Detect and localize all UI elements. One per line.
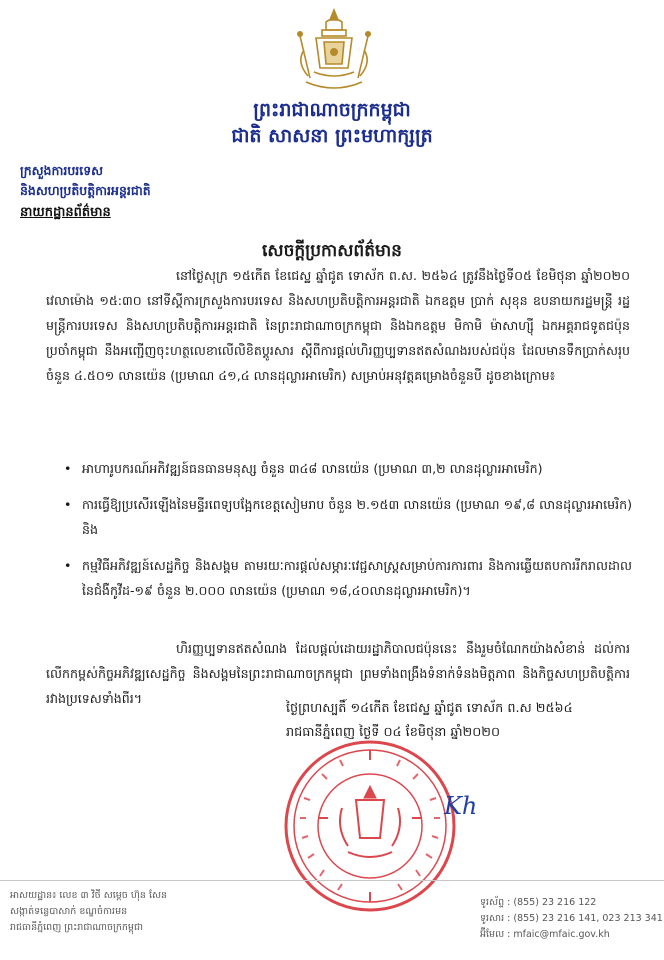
project-list (60, 456, 632, 614)
list-item (60, 553, 632, 603)
footer-email (480, 927, 610, 943)
list-item (60, 456, 632, 481)
footer-address-line1: អាសយដ្ឋាន៖ លេខ ៣ វិថី សម្តេច ហ៊ុន សែន (10, 890, 168, 901)
date-lunar: ថ្ងៃព្រហស្បតិ៍ ១៤កើត ខែជេស្ឋ ឆ្នាំជូត ទោស័ក ព.ស ២៥៦៤ (286, 701, 573, 716)
footer-address-line3: រាជធានីភ្នំពេញ ព្រះរាជាណាចក្រកម្ពុជា (10, 922, 143, 933)
list-item-text: កម្មវិធីអភិវឌ្ឍន៍សេដ្ឋកិច្ច និងសង្គម តាមរយៈការផ្តល់សម្ភារៈវេជ្ជសាស្ត្រសម្រាប់ការការពារ និងការឆ្លើយតបការរីករាលដាលនៃជំងឺកូវីដ-១៩ ចំនួន ២.០០០ លានយ៉េន (ប្រមាណ ១៨,៤០លានដុល្លារអាមេរិក)។ (82, 558, 632, 598)
department-name: នាយកដ្ឋានព័ត៌មាន (20, 205, 111, 220)
email-address: mfaic@mfaic.gov.kh (513, 929, 610, 940)
footer-phone (480, 895, 596, 911)
kingdom-name: ព្រះរាជាណាចក្រកម្ពុជា (253, 99, 411, 121)
bullet-marker: • (64, 497, 72, 512)
national-motto: ជាតិ សាសនា ព្រះមហាក្សត្រ (231, 125, 433, 147)
paragraph-intro: នៅថ្ងៃសុក្រ ១៥កើត ខែជេស្ឋ ឆ្នាំជូត ទោស័ក ព.ស. ២៥៦៤ ត្រូវនឹងថ្ងៃទី០៥ ខែមិថុនា ឆ្នាំ២០២០ វេលាម៉ោង ១៥:៣០ នៅទីស្តីការក្រសួងការបរទេស និងសហប្រតិបត្តិការអន្តរជាតិ ឯកឧត្តម ប្រាក់ សុខុន ឧបនាយករដ្ឋមន្ត្រី រដ្ឋមន្ត្រីការបរទេស និងសហប្រតិបត្តិការអន្តរជាតិ នៃព្រះរាជាណាចក្រកម្ពុជា និងឯកឧត្តម មិកាមិ ម៉ាសាហ្ស៊ី ឯកអគ្គរាជទូតជប៉ុន ប្រចាំកម្ពុជា នឹងអញ្ជើញចុះហត្ថលេខាលើលិខិតប្តូរសារ ស្តីពីការផ្តល់ហិរញ្ញប្បទានឥតសំណងរបស់ជប៉ុន ដែលមានទឹកប្រាក់សរុបចំនួន ៤.៥០១ លានយ៉េន (ប្រមាណ ៤១,៤ លានដុល្លារអាមេរិក) សម្រាប់អនុវត្តគម្រោងចំនួនបី ដូចខាងក្រោម៖ (46, 268, 630, 383)
list-item (60, 492, 632, 542)
email-label: អ៊ីមែល : (480, 929, 511, 940)
phone-label: ទូរស័ព្ទ : (480, 897, 511, 908)
date-solar: រាជធានីភ្នំពេញ ថ្ងៃទី ០៤ ខែមិថុនា ឆ្នាំ២០២០ (286, 725, 501, 740)
bullet-marker: • (64, 558, 72, 573)
list-item-text: ការធ្វើឱ្យប្រសើរឡើងនៃមន្ទីរពេទ្យបង្អែកខេត្តសៀមរាប ចំនួន ២.១៥៣ លានយ៉េន (ប្រមាណ ១៩,៨ លានដុល្លារអាមេរិក) និង (82, 497, 632, 537)
royal-crest-icon (286, 6, 382, 96)
signature: Kh (444, 792, 478, 820)
fax-label: ទូរសារ : (480, 913, 511, 924)
footer-address-line2: សង្កាត់ទន្លេបាសាក់ ខណ្ឌចំការមន (10, 906, 128, 917)
phone-number: (855) 23 216 122 (513, 897, 597, 908)
document-title: សេចក្តីប្រកាសព័ត៌មាន (262, 241, 402, 261)
footer-divider (0, 880, 664, 881)
footer-fax (480, 911, 663, 927)
ministry-seal-icon (282, 738, 458, 914)
ministry-name-line2: និងសហប្រតិបត្តិការអន្តរជាតិ (20, 183, 151, 198)
ministry-name-line1: ក្រសួងការបរទេស (20, 163, 104, 178)
bullet-marker: • (64, 461, 72, 476)
list-item-text: អាហារូបករណ៍អភិវឌ្ឍន៍ធនធានមនុស្ស ចំនួន ៣៤៨ លានយ៉េន (ប្រមាណ ៣,២ លានដុល្លារអាមេរិក) (82, 461, 543, 476)
paragraph-closing: ហិរញ្ញប្បទានឥតសំណង ដែលផ្តល់ដោយរដ្ឋាភិបាលជប៉ុននេះ នឹងរួមចំណែកយ៉ាងសំខាន់ ដល់ការលើកកម្ពស់កិច្ចអភិវឌ្ឍសេដ្ឋកិច្ច និងសង្គមនៃព្រះរាជាណាចក្រកម្ពុជា ព្រមទាំងពង្រឹងទំនាក់ទំនងមិត្តភាព និងកិច្ចសហប្រតិបត្តិការ រវាងប្រទេសទាំងពីរ។ (46, 641, 630, 706)
fax-number: (855) 23 216 141, 023 213 341 (513, 913, 663, 924)
